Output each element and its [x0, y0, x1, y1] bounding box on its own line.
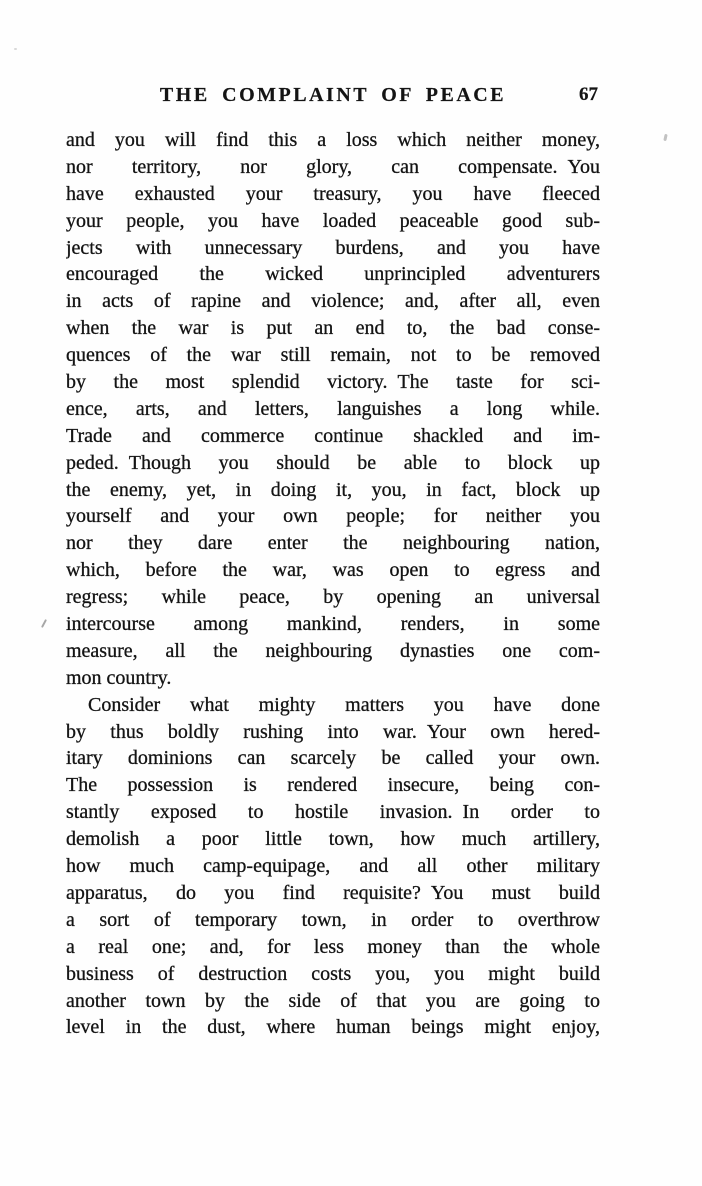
- page-title: THE COMPLAINT OF PEACE: [159, 84, 507, 106]
- body-text: [66, 127, 600, 1041]
- running-header: [66, 84, 600, 108]
- text-line: mon country.: [66, 666, 172, 689]
- text-line: regress; while peace, by opening an universal: [66, 586, 600, 609]
- text-line: itary dominions can scarcely be called your own.: [66, 747, 600, 770]
- text-line: nor territory, nor glory, can compensate. You: [66, 155, 600, 178]
- text-line: a sort of temporary town, in order to overthrow: [66, 908, 600, 931]
- text-line: by the most splendid victory. The taste for sci-: [66, 371, 600, 394]
- text-line: when the war is put an end to, the bad conse-: [66, 317, 600, 340]
- ink-speck-right-margin: [663, 134, 667, 141]
- text-line: jects with unnecessary burdens, and you have: [66, 236, 600, 259]
- text-line: how much camp-equipage, and all other military: [66, 855, 600, 878]
- text-line: The possession is rendered insecure, being con-: [66, 774, 600, 797]
- text-line: level in the dust, where human beings might enjoy,: [66, 1016, 600, 1039]
- text-line: Trade and commerce continue shackled and im-: [66, 424, 600, 447]
- text-line: and you will find this a loss which neither money,: [66, 129, 600, 151]
- text-line: demolish a poor little town, how much artillery,: [66, 828, 600, 851]
- text-line: another town by the side of that you are going to: [66, 989, 600, 1012]
- text-line: intercourse among mankind, renders, in some: [66, 613, 600, 636]
- text-line: which, before the war, was open to egress and: [66, 559, 600, 582]
- text-line: peded. Though you should be able to block up: [66, 451, 600, 474]
- paragraph: [66, 692, 600, 1042]
- text-line: yourself and your own people; for neither you: [66, 505, 600, 528]
- text-line: in acts of rapine and violence; and, after all, even: [66, 290, 600, 313]
- text-line: encouraged the wicked unprincipled adventurers: [66, 263, 600, 286]
- text-line: by thus boldly rushing into war. Your own hered-: [66, 720, 600, 743]
- text-line: Consider what mighty matters you have done: [88, 693, 600, 716]
- text-line: nor they dare enter the neighbouring nation,: [66, 532, 600, 555]
- page-number: 67: [579, 84, 598, 105]
- ink-speck-top-left: [14, 48, 17, 50]
- text-line: apparatus, do you find requisite? You must build: [66, 881, 600, 904]
- text-line: ence, arts, and letters, languishes a long while.: [66, 397, 600, 420]
- text-line: the enemy, yet, in doing it, you, in fact, block up: [66, 478, 600, 501]
- text-line: measure, all the neighbouring dynasties one com-: [66, 639, 600, 662]
- text-line: quences of the war still remain, not to be removed: [66, 344, 600, 367]
- text-line: your people, you have loaded peaceable good sub-: [66, 209, 600, 232]
- text-line: have exhausted your treasury, you have fleeced: [66, 182, 600, 205]
- ink-speck-left-margin: [41, 619, 47, 628]
- text-line: stantly exposed to hostile invasion. In order to: [66, 801, 600, 824]
- text-line: business of destruction costs you, you might build: [66, 962, 600, 985]
- text-line: a real one; and, for less money than the whole: [66, 935, 600, 958]
- paragraph: [66, 127, 600, 692]
